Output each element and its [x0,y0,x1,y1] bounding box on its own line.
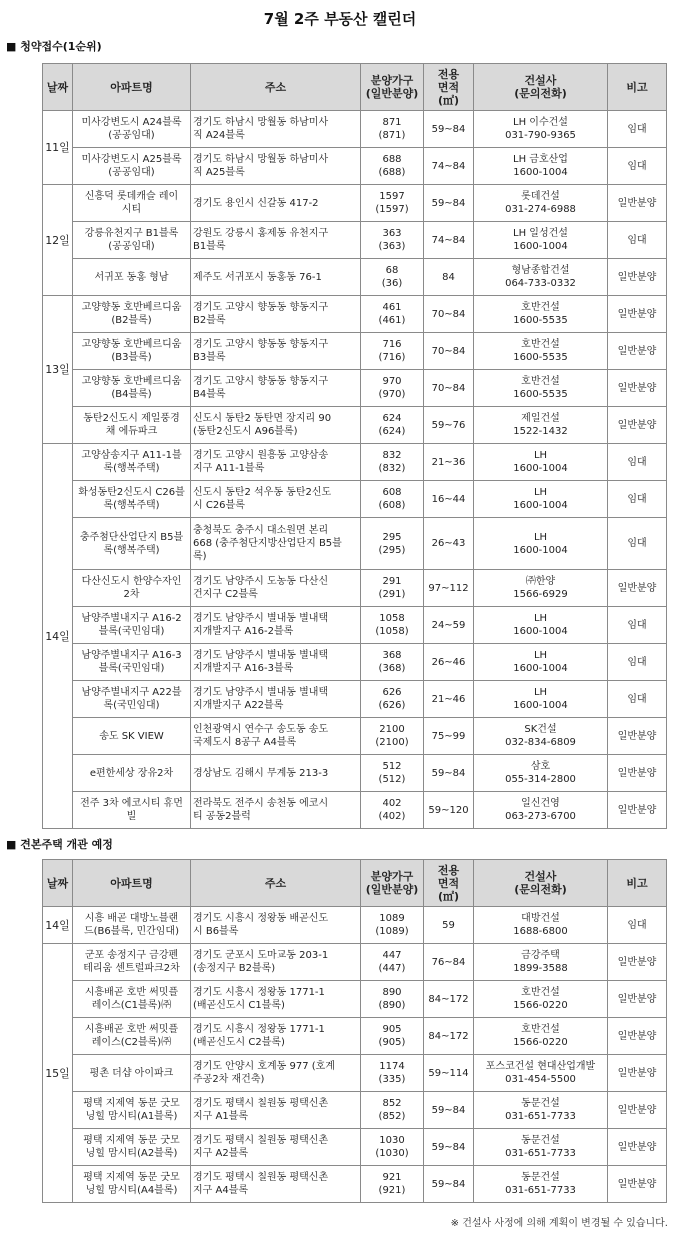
header-row [43,860,667,907]
area-cell: 21~36 [424,444,474,481]
note-cell: 일반분양 [608,792,667,829]
builder-cell: 대방건설 1688-6800 [474,907,608,944]
units-cell: 295 (295) [361,518,424,570]
area-cell: 84~172 [424,1018,474,1055]
address-header [191,64,361,111]
note-cell: 일반분양 [608,407,667,444]
builder-cell: 호반건설 1600-5535 [474,296,608,333]
units-cell: 1030 (1030) [361,1129,424,1166]
builder-cell: 호반건설 1566-0220 [474,981,608,1018]
table-row [43,1018,667,1055]
area-header-text: (㎡) [437,93,460,107]
area-cell: 59~84 [424,755,474,792]
area-header-text: (㎡) [437,889,460,903]
builder-cell: LH 이수건설 031-790-9365 [474,111,608,148]
units-cell: 68 (36) [361,259,424,296]
area-cell: 26~46 [424,644,474,681]
note-header-text: 비고 [626,876,648,890]
note-cell: 일반분양 [608,1129,667,1166]
address-header [191,860,361,907]
apartment-name-cell: 충주첨단산업단지 B5블 록(행복주택) [73,518,191,570]
units-header-text: 분양가구 [370,74,414,87]
units-cell: 890 (890) [361,981,424,1018]
note-cell: 임대 [608,444,667,481]
apartment-name-cell: 미사강변도시 A24블록 (공공임대) [73,111,191,148]
date-header-text: 날짜 [46,876,69,890]
builder-cell: 형남종합건설 064-733-0332 [474,259,608,296]
section-heading-subscription: ■ 청약접수(1순위) [6,40,102,53]
date-cell: 14일 [43,907,73,944]
date-header [43,860,73,907]
builder-cell: 금강주택 1899-3588 [474,944,608,981]
area-cell: 97~112 [424,570,474,607]
apartment-name-cell: 평택 지제역 동문 굿모 닝힐 맘시티(A1블록) [73,1092,191,1129]
apartment-header [73,64,191,111]
builder-cell: LH 1600-1004 [474,444,608,481]
units-cell: 461 (461) [361,296,424,333]
address-cell: 경기도 안양시 호계동 977 (호계 주공2차 재건축) [191,1055,361,1092]
units-cell: 1597 (1597) [361,185,424,222]
area-cell: 26~43 [424,518,474,570]
area-cell: 70~84 [424,333,474,370]
date-header [43,64,73,111]
address-cell: 충청북도 충주시 대소원면 본리 668 (충주첨단지방산업단지 B5블 록) [191,518,361,570]
address-header-text: 주소 [264,80,287,94]
apartment-header-text: 아파트명 [110,80,153,94]
units-cell: 626 (626) [361,681,424,718]
table-row [43,681,667,718]
table-row [43,518,667,570]
builder-cell: 제일건설 1522-1432 [474,407,608,444]
date-header-text: 날짜 [46,80,69,94]
builder-header [474,64,608,111]
area-cell: 84 [424,259,474,296]
date-cell: 12일 [43,185,73,296]
note-cell: 일반분양 [608,1092,667,1129]
apartment-name-cell: 시흥배곧 호반 써밋플 레이스(C2블록)㈜ [73,1018,191,1055]
apartment-name-cell: 신흥덕 롯데캐슬 레이 시티 [73,185,191,222]
note-cell: 일반분양 [608,1055,667,1092]
area-cell: 59~84 [424,1129,474,1166]
builder-cell: 포스코건설 현대산업개발 031-454-5500 [474,1055,608,1092]
builder-header-text: 건설사 [524,870,557,883]
address-cell: 경기도 고양시 향동동 향동지구 B4블록 [191,370,361,407]
table-row [43,981,667,1018]
builder-cell: 동문건설 031-651-7733 [474,1166,608,1203]
area-cell: 59~84 [424,1092,474,1129]
builder-cell: 호반건설 1566-0220 [474,1018,608,1055]
area-cell: 59~84 [424,1166,474,1203]
area-header [424,64,474,111]
apartment-name-cell: 전주 3차 에코시티 휴먼 빌 [73,792,191,829]
footnote: ※ 건설사 사정에 의해 계획이 변경될 수 있습니다. [450,1218,668,1229]
area-cell: 74~84 [424,222,474,259]
area-cell: 16~44 [424,481,474,518]
apartment-name-cell: 고양삼송지구 A11-1블 록(행복주택) [73,444,191,481]
builder-cell: ㈜한양 1566-6929 [474,570,608,607]
units-cell: 688 (688) [361,148,424,185]
model-house-table [42,859,667,1203]
units-cell: 1174 (335) [361,1055,424,1092]
note-cell: 임대 [608,681,667,718]
apartment-header [73,860,191,907]
apartment-name-cell: 서귀포 동홍 형남 [73,259,191,296]
note-cell: 임대 [608,148,667,185]
address-cell: 경기도 평택시 칠원동 평택신촌 지구 A4블록 [191,1166,361,1203]
units-header-text: 분양가구 [370,870,414,883]
builder-header [474,860,608,907]
apartment-name-cell: 동탄2신도시 제일풍경 채 에듀파크 [73,407,191,444]
units-cell: 871 (871) [361,111,424,148]
note-cell: 일반분양 [608,185,667,222]
note-cell: 임대 [608,644,667,681]
units-cell: 402 (402) [361,792,424,829]
builder-header-text: (문의전화) [514,87,567,100]
address-cell: 경기도 남양주시 도농동 다산신 건지구 C2블록 [191,570,361,607]
note-cell: 일반분양 [608,333,667,370]
address-cell: 전라북도 전주시 송천동 에코시 티 공동2블럭 [191,792,361,829]
units-cell: 921 (921) [361,1166,424,1203]
area-cell: 24~59 [424,607,474,644]
table-row [43,444,667,481]
area-header-text: 전용 [437,863,460,877]
note-cell: 일반분양 [608,296,667,333]
apartment-name-cell: 고양향동 호반베르디움 (B4블록) [73,370,191,407]
area-cell: 75~99 [424,718,474,755]
area-cell: 21~46 [424,681,474,718]
table-row [43,481,667,518]
units-cell: 608 (608) [361,481,424,518]
note-header [608,860,667,907]
apartment-name-cell: e편한세상 장유2차 [73,755,191,792]
units-header [361,64,424,111]
units-header-text: (일반분양) [365,883,419,896]
address-cell: 경기도 용인시 신갈동 417-2 [191,185,361,222]
area-cell: 70~84 [424,296,474,333]
builder-cell: LH 1600-1004 [474,681,608,718]
address-cell: 신도시 동탄2 석우동 동탄2신도 시 C26블록 [191,481,361,518]
address-cell: 신도시 동탄2 동탄면 장지리 90 (동탄2신도시 A96블록) [191,407,361,444]
table-row [43,755,667,792]
address-cell: 경기도 남양주시 별내동 별내택 지개발지구 A16-2블록 [191,607,361,644]
apartment-header-text: 아파트명 [110,876,153,890]
header-row [43,64,667,111]
builder-header-text: 건설사 [524,74,557,87]
units-cell: 291 (291) [361,570,424,607]
area-cell: 59~84 [424,111,474,148]
builder-cell: 일신건영 063-273-6700 [474,792,608,829]
builder-cell: LH 1600-1004 [474,518,608,570]
area-cell: 59~76 [424,407,474,444]
note-cell: 임대 [608,518,667,570]
table-row [43,1055,667,1092]
table-row [43,907,667,944]
builder-cell: 호반건설 1600-5535 [474,333,608,370]
builder-cell: LH 금호산업 1600-1004 [474,148,608,185]
note-cell: 임대 [608,481,667,518]
table-row [43,259,667,296]
apartment-name-cell: 고양향동 호반베르디움 (B2블록) [73,296,191,333]
address-cell: 경기도 시흥시 정왕동 배곧신도 시 B6블록 [191,907,361,944]
page-title: 7월 2주 부동산 캘린더 [263,10,417,28]
apartment-name-cell: 남양주별내지구 A22블 록(국민임대) [73,681,191,718]
builder-cell: LH 일성건설 1600-1004 [474,222,608,259]
area-header-text: 면적 [437,80,460,94]
units-cell: 970 (970) [361,370,424,407]
units-cell: 905 (905) [361,1018,424,1055]
area-cell: 70~84 [424,370,474,407]
table-row [43,718,667,755]
area-header-text: 전용 [437,67,460,81]
units-cell: 2100 (2100) [361,718,424,755]
builder-cell: 삼호 055-314-2800 [474,755,608,792]
units-cell: 512 (512) [361,755,424,792]
apartment-name-cell: 평촌 더샵 아이파크 [73,1055,191,1092]
apartment-name-cell: 화성동탄2신도시 C26블 록(행복주택) [73,481,191,518]
area-cell: 59 [424,907,474,944]
note-header [608,64,667,111]
address-cell: 경기도 평택시 칠원동 평택신촌 지구 A1블록 [191,1092,361,1129]
apartment-name-cell: 남양주별내지구 A16-2 블록(국민임대) [73,607,191,644]
section-heading-model-house: ■ 견본주택 개관 예정 [6,838,113,851]
table-row [43,944,667,981]
builder-cell: LH 1600-1004 [474,644,608,681]
table-row [43,222,667,259]
apartment-name-cell: 군포 송정지구 금강펜 테리움 센트럴파크2차 [73,944,191,981]
date-cell: 15일 [43,944,73,1203]
table-row [43,644,667,681]
address-cell: 경기도 시흥시 정왕동 1771-1 (배곧신도시 C2블록) [191,1018,361,1055]
note-cell: 일반분양 [608,718,667,755]
units-header-text: (일반분양) [365,87,419,100]
note-cell: 임대 [608,607,667,644]
table-row [43,148,667,185]
date-cell: 13일 [43,296,73,444]
table-row [43,370,667,407]
area-cell: 84~172 [424,981,474,1018]
apartment-name-cell: 미사강변도시 A25블록 (공공임대) [73,148,191,185]
table-row [43,792,667,829]
note-cell: 임대 [608,907,667,944]
area-cell: 74~84 [424,148,474,185]
units-cell: 1058 (1058) [361,607,424,644]
date-cell: 11일 [43,111,73,185]
area-cell: 59~84 [424,185,474,222]
units-cell: 368 (368) [361,644,424,681]
builder-cell: 호반건설 1600-5535 [474,370,608,407]
table-row [43,111,667,148]
address-cell: 경기도 평택시 칠원동 평택신촌 지구 A2블록 [191,1129,361,1166]
apartment-name-cell: 평택 지제역 동문 굿모 닝힐 맘시티(A4블록) [73,1166,191,1203]
subscription-table [42,63,667,829]
address-cell: 경기도 하남시 망월동 하남미사 직 A24블록 [191,111,361,148]
units-cell: 624 (624) [361,407,424,444]
area-header [424,860,474,907]
builder-cell: LH 1600-1004 [474,481,608,518]
address-cell: 경기도 고양시 향동동 향동지구 B3블록 [191,333,361,370]
apartment-name-cell: 다산신도시 한양수자인 2차 [73,570,191,607]
builder-cell: SK건설 032-834-6809 [474,718,608,755]
note-cell: 일반분양 [608,259,667,296]
address-cell: 경기도 남양주시 별내동 별내택 지개발지구 A16-3블록 [191,644,361,681]
note-cell: 일반분양 [608,981,667,1018]
area-header-text: 면적 [437,876,460,890]
note-cell: 일반분양 [608,1166,667,1203]
builder-header-text: (문의전화) [514,883,567,896]
note-cell: 임대 [608,222,667,259]
address-cell: 경기도 하남시 망월동 하남미사 직 A25블록 [191,148,361,185]
address-cell: 경기도 군포시 도마교동 203-1 (송정지구 B2블록) [191,944,361,981]
builder-cell: LH 1600-1004 [474,607,608,644]
builder-cell: 동문건설 031-651-7733 [474,1092,608,1129]
apartment-name-cell: 시흥 배곧 대방노블랜 드(B6블록, 민간임대) [73,907,191,944]
table-row [43,1129,667,1166]
apartment-name-cell: 평택 지제역 동문 굿모 닝힐 맘시티(A2블록) [73,1129,191,1166]
units-header [361,860,424,907]
area-cell: 59~114 [424,1055,474,1092]
apartment-name-cell: 남양주별내지구 A16-3 블록(국민임대) [73,644,191,681]
note-cell: 임대 [608,111,667,148]
address-header-text: 주소 [264,876,287,890]
builder-cell: 동문건설 031-651-7733 [474,1129,608,1166]
area-cell: 59~120 [424,792,474,829]
address-cell: 경기도 고양시 향동동 향동지구 B2블록 [191,296,361,333]
table-row [43,570,667,607]
units-cell: 832 (832) [361,444,424,481]
note-cell: 일반분양 [608,370,667,407]
note-header-text: 비고 [626,80,648,94]
units-cell: 716 (716) [361,333,424,370]
units-cell: 1089 (1089) [361,907,424,944]
table-row [43,1166,667,1203]
table-row [43,407,667,444]
table-row [43,1092,667,1129]
note-cell: 일반분양 [608,944,667,981]
date-cell: 14일 [43,444,73,829]
table-row [43,296,667,333]
area-cell: 76~84 [424,944,474,981]
units-cell: 363 (363) [361,222,424,259]
table-row [43,333,667,370]
address-cell: 경상남도 김해시 무계동 213-3 [191,755,361,792]
address-cell: 인천광역시 연수구 송도동 송도 국제도시 8공구 A4블록 [191,718,361,755]
address-cell: 제주도 서귀포시 동홍동 76-1 [191,259,361,296]
address-cell: 강원도 강릉시 홍제동 유천지구 B1블록 [191,222,361,259]
units-cell: 852 (852) [361,1092,424,1129]
builder-cell: 롯데건설 031-274-6988 [474,185,608,222]
address-cell: 경기도 남양주시 별내동 별내택 지개발지구 A22블록 [191,681,361,718]
address-cell: 경기도 시흥시 정왕동 1771-1 (배곧신도시 C1블록) [191,981,361,1018]
table-row [43,607,667,644]
apartment-name-cell: 강릉유천지구 B1블록 (공공임대) [73,222,191,259]
table-row [43,185,667,222]
apartment-name-cell: 시흥배곧 호반 써밋플 레이스(C1블록)㈜ [73,981,191,1018]
note-cell: 일반분양 [608,1018,667,1055]
apartment-name-cell: 송도 SK VIEW [73,718,191,755]
apartment-name-cell: 고양향동 호반베르디움 (B3블록) [73,333,191,370]
units-cell: 447 (447) [361,944,424,981]
note-cell: 일반분양 [608,755,667,792]
note-cell: 일반분양 [608,570,667,607]
address-cell: 경기도 고양시 원흥동 고양삼송 지구 A11-1블록 [191,444,361,481]
